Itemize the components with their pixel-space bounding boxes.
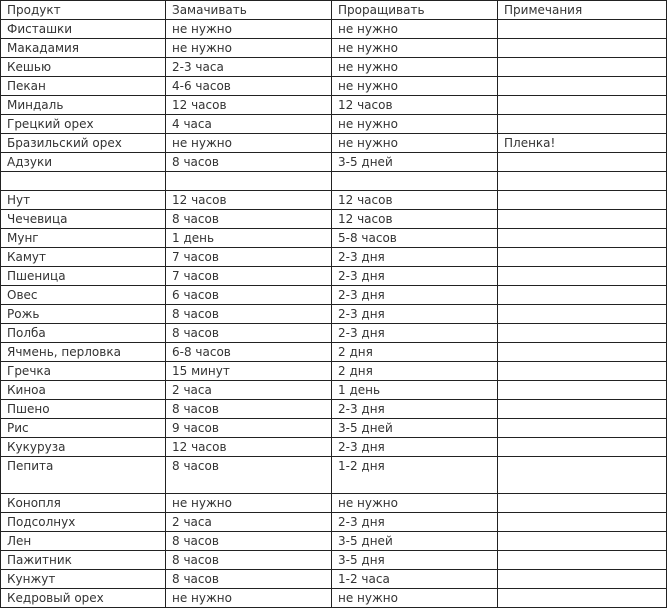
table-row: [1, 153, 667, 172]
cell-product: [1, 172, 166, 191]
cell-note: [498, 513, 667, 532]
cell-soak: 15 минут: [166, 362, 332, 381]
cell-sprout: 2 дня: [332, 343, 498, 362]
cell-soak: 7 часов: [166, 267, 332, 286]
header-sprout: Проращивать: [332, 1, 498, 20]
cell-sprout: 1 день: [332, 381, 498, 400]
cell-note: [498, 324, 667, 343]
cell-product: Рис: [1, 419, 166, 438]
cell-sprout: не нужно: [332, 58, 498, 77]
cell-sprout: 2-3 дня: [332, 267, 498, 286]
cell-soak: не нужно: [166, 494, 332, 513]
cell-note: [498, 532, 667, 551]
table-row: [1, 532, 667, 551]
cell-product: Кешью: [1, 58, 166, 77]
table-row: [1, 457, 667, 494]
cell-product: Фисташки: [1, 20, 166, 39]
table-row: [1, 551, 667, 570]
table-row: [1, 400, 667, 419]
table-row: [1, 570, 667, 589]
cell-product: Пепита: [1, 457, 166, 494]
cell-product: Ячмень, перловка: [1, 343, 166, 362]
cell-note: [498, 267, 667, 286]
cell-note: [498, 494, 667, 513]
cell-sprout: 3-5 дней: [332, 153, 498, 172]
cell-soak: не нужно: [166, 589, 332, 608]
cell-soak: 8 часов: [166, 551, 332, 570]
table-row: [1, 286, 667, 305]
cell-note: [498, 172, 667, 191]
cell-note: [498, 20, 667, 39]
cell-sprout: не нужно: [332, 77, 498, 96]
cell-sprout: 1-2 часа: [332, 570, 498, 589]
table-row: [1, 494, 667, 513]
cell-note: [498, 286, 667, 305]
table-row: [1, 229, 667, 248]
cell-sprout: 3-5 дней: [332, 419, 498, 438]
cell-sprout: 2 дня: [332, 362, 498, 381]
table-body: [1, 20, 667, 608]
cell-note: [498, 210, 667, 229]
cell-note: [498, 419, 667, 438]
cell-sprout: 2-3 дня: [332, 438, 498, 457]
cell-soak: 8 часов: [166, 305, 332, 324]
cell-sprout: не нужно: [332, 39, 498, 58]
cell-sprout: 3-5 дней: [332, 532, 498, 551]
cell-sprout: 2-3 дня: [332, 305, 498, 324]
cell-sprout: не нужно: [332, 134, 498, 153]
cell-sprout: не нужно: [332, 494, 498, 513]
cell-product: Пшено: [1, 400, 166, 419]
cell-product: Кукуруза: [1, 438, 166, 457]
cell-sprout: 2-3 дня: [332, 286, 498, 305]
table-row: [1, 210, 667, 229]
cell-note: [498, 381, 667, 400]
cell-soak: 8 часов: [166, 153, 332, 172]
cell-note: Пленка!: [498, 134, 667, 153]
cell-note: [498, 457, 667, 494]
cell-soak: 8 часов: [166, 457, 332, 494]
cell-sprout: 12 часов: [332, 96, 498, 115]
cell-soak: 8 часов: [166, 400, 332, 419]
cell-sprout: 2-3 дня: [332, 513, 498, 532]
cell-note: [498, 400, 667, 419]
cell-product: Рожь: [1, 305, 166, 324]
cell-product: Подсолнух: [1, 513, 166, 532]
cell-sprout: 2-3 дня: [332, 324, 498, 343]
table-row: [1, 438, 667, 457]
cell-soak: 8 часов: [166, 324, 332, 343]
cell-product: Адзуки: [1, 153, 166, 172]
cell-note: [498, 305, 667, 324]
cell-note: [498, 343, 667, 362]
cell-soak: не нужно: [166, 39, 332, 58]
cell-soak: не нужно: [166, 20, 332, 39]
table-row: [1, 134, 667, 153]
table-row: [1, 39, 667, 58]
cell-soak: 8 часов: [166, 532, 332, 551]
cell-soak: 2 часа: [166, 513, 332, 532]
cell-note: [498, 570, 667, 589]
table-row: [1, 419, 667, 438]
table-row: [1, 513, 667, 532]
cell-product: Пажитник: [1, 551, 166, 570]
table-row: [1, 305, 667, 324]
cell-note: [498, 551, 667, 570]
cell-sprout: не нужно: [332, 115, 498, 134]
cell-soak: 12 часов: [166, 191, 332, 210]
cell-sprout: не нужно: [332, 20, 498, 39]
cell-sprout: 1-2 дня: [332, 457, 498, 494]
cell-note: [498, 77, 667, 96]
cell-sprout: 2-3 дня: [332, 400, 498, 419]
cell-sprout: 2-3 дня: [332, 248, 498, 267]
cell-sprout: 5-8 часов: [332, 229, 498, 248]
table-row: [1, 191, 667, 210]
cell-product: Гречка: [1, 362, 166, 381]
cell-product: Миндаль: [1, 96, 166, 115]
table-row: [1, 324, 667, 343]
header-notes: Примечания: [498, 1, 667, 20]
cell-note: [498, 115, 667, 134]
cell-soak: [166, 172, 332, 191]
cell-sprout: 3-5 дня: [332, 551, 498, 570]
table-row: [1, 20, 667, 39]
cell-product: Макадамия: [1, 39, 166, 58]
cell-soak: 8 часов: [166, 210, 332, 229]
cell-soak: 4 часа: [166, 115, 332, 134]
cell-soak: 2 часа: [166, 381, 332, 400]
cell-soak: 12 часов: [166, 438, 332, 457]
cell-product: Конопля: [1, 494, 166, 513]
cell-soak: не нужно: [166, 134, 332, 153]
cell-soak: 12 часов: [166, 96, 332, 115]
table-row: [1, 343, 667, 362]
table-row: [1, 267, 667, 286]
cell-note: [498, 438, 667, 457]
cell-product: Пекан: [1, 77, 166, 96]
cell-sprout: не нужно: [332, 589, 498, 608]
cell-note: [498, 248, 667, 267]
cell-soak: 6-8 часов: [166, 343, 332, 362]
cell-product: Кунжут: [1, 570, 166, 589]
header-product: Продукт: [1, 1, 166, 20]
header-soak: Замачивать: [166, 1, 332, 20]
table-row: [1, 77, 667, 96]
cell-product: Камут: [1, 248, 166, 267]
cell-soak: 6 часов: [166, 286, 332, 305]
cell-note: [498, 191, 667, 210]
cell-soak: 8 часов: [166, 570, 332, 589]
table-row: [1, 589, 667, 608]
table-row: [1, 58, 667, 77]
table-row: [1, 381, 667, 400]
cell-product: Чечевица: [1, 210, 166, 229]
cell-soak: 4-6 часов: [166, 77, 332, 96]
cell-product: Мунг: [1, 229, 166, 248]
cell-product: Кедровый орех: [1, 589, 166, 608]
cell-product: Полба: [1, 324, 166, 343]
cell-note: [498, 229, 667, 248]
cell-product: Овес: [1, 286, 166, 305]
cell-product: Лен: [1, 532, 166, 551]
table-row: [1, 115, 667, 134]
cell-note: [498, 362, 667, 381]
table-row: [1, 96, 667, 115]
cell-soak: 9 часов: [166, 419, 332, 438]
cell-product: Киноа: [1, 381, 166, 400]
cell-soak: 1 день: [166, 229, 332, 248]
header-row: [1, 1, 667, 20]
cell-soak: 2-3 часа: [166, 58, 332, 77]
cell-sprout: [332, 172, 498, 191]
cell-sprout: 12 часов: [332, 210, 498, 229]
cell-note: [498, 58, 667, 77]
cell-product: Грецкий орех: [1, 115, 166, 134]
cell-product: Нут: [1, 191, 166, 210]
cell-soak: 7 часов: [166, 248, 332, 267]
cell-sprout: 12 часов: [332, 191, 498, 210]
cell-product: Бразильский орех: [1, 134, 166, 153]
table-row: [1, 248, 667, 267]
table-row: [1, 172, 667, 191]
cell-note: [498, 153, 667, 172]
cell-note: [498, 39, 667, 58]
cell-note: [498, 96, 667, 115]
cell-product: Пшеница: [1, 267, 166, 286]
cell-note: [498, 589, 667, 608]
table-row: [1, 362, 667, 381]
